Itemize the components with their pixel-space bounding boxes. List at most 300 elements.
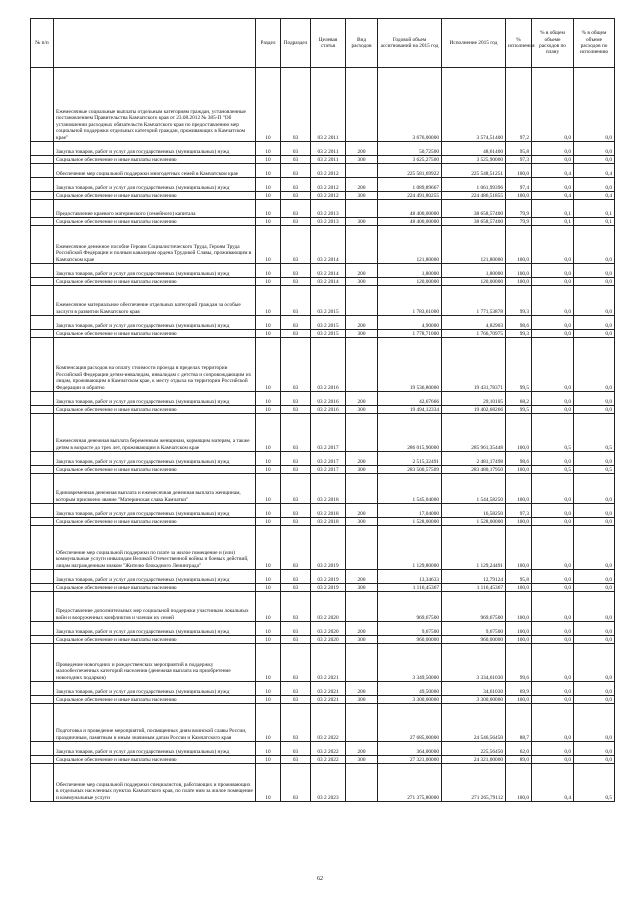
- cell-desc: Закупка товаров, работ и услуг для государственных (муниципальных) нужд: [54, 178, 256, 192]
- cell-share-plan: 0,0: [532, 338, 574, 392]
- cell-podrazdel: 03: [281, 756, 311, 764]
- cell-num: [31, 278, 54, 286]
- cell-vr: [346, 200, 378, 218]
- cell-fact: 19 402,68266: [442, 406, 506, 414]
- table-row: [31, 622, 615, 636]
- header-pct: % исполнения: [506, 19, 532, 68]
- cell-num: [31, 286, 54, 316]
- header-desc: [54, 19, 256, 68]
- cell-share-plan: 0,0: [532, 68, 574, 142]
- cell-fact: 960,00000: [442, 636, 506, 644]
- cell-csr: 03 2 2023: [311, 764, 346, 802]
- page-number: 62: [317, 876, 323, 882]
- cell-fact: 19 431,78371: [442, 338, 506, 392]
- cell-podrazdel: 03: [281, 742, 311, 756]
- cell-plan: 1 528,00000: [378, 518, 442, 526]
- cell-pct: 79,9: [506, 218, 532, 226]
- cell-share-fact: 0,0: [574, 392, 615, 406]
- cell-csr: 03 2 2012: [311, 178, 346, 192]
- cell-podrazdel: 03: [281, 474, 311, 504]
- cell-csr: 03 2 2022: [311, 742, 346, 756]
- cell-fact: 1 766,70975: [442, 330, 506, 338]
- cell-razdel: 10: [256, 286, 281, 316]
- cell-podrazdel: 03: [281, 226, 311, 264]
- table-row: [31, 192, 615, 200]
- cell-plan: 224 491,80255: [378, 192, 442, 200]
- cell-pct: 100,0: [506, 414, 532, 452]
- cell-fact: 1 129,24491: [442, 526, 506, 570]
- cell-pct: 100,0: [506, 164, 532, 178]
- cell-share-plan: 0,0: [532, 526, 574, 570]
- cell-num: [31, 526, 54, 570]
- cell-plan: 364,00000: [378, 742, 442, 756]
- cell-vr: 300: [346, 696, 378, 704]
- document-page: [30, 18, 614, 802]
- cell-vr: [346, 592, 378, 622]
- cell-pct: 99,5: [506, 406, 532, 414]
- cell-csr: 03 2 2022: [311, 704, 346, 742]
- cell-vr: 200: [346, 392, 378, 406]
- cell-pct: 100,0: [506, 696, 532, 704]
- cell-desc: Закупка товаров, работ и услуг для государственных (муниципальных) нужд: [54, 622, 256, 636]
- cell-plan: 49,50000: [378, 682, 442, 696]
- cell-csr: 03 2 2017: [311, 414, 346, 452]
- cell-fact: 969,67500: [442, 592, 506, 622]
- table-row: [31, 338, 615, 392]
- table-row: [31, 504, 615, 518]
- header-share-plan: % в общем объеме расходов по плану: [532, 19, 574, 68]
- cell-razdel: 10: [256, 764, 281, 802]
- cell-pct: 97,2: [506, 68, 532, 142]
- cell-plan: 1,80000: [378, 264, 442, 278]
- cell-razdel: 10: [256, 406, 281, 414]
- cell-num: [31, 584, 54, 592]
- cell-share-fact: 0,0: [574, 264, 615, 278]
- cell-fact: 24 321,00000: [442, 756, 506, 764]
- cell-csr: 03 2 2021: [311, 682, 346, 696]
- cell-pct: 100,0: [506, 592, 532, 622]
- cell-razdel: 10: [256, 226, 281, 264]
- cell-pct: 98,6: [506, 316, 532, 330]
- cell-vr: 300: [346, 218, 378, 226]
- header-share-fact: % в общем объеме расходов по исполнению: [574, 19, 615, 68]
- cell-desc: Предоставление краевого материнского (семейного) капитала: [54, 200, 256, 218]
- cell-share-fact: 0,5: [574, 414, 615, 452]
- cell-pct: 98,6: [506, 452, 532, 466]
- cell-csr: 03 2 2020: [311, 622, 346, 636]
- cell-vr: [346, 164, 378, 178]
- cell-pct: 100,0: [506, 622, 532, 636]
- cell-num: [31, 704, 54, 742]
- cell-share-fact: 0,0: [574, 286, 615, 316]
- cell-csr: 03 2 2014: [311, 278, 346, 286]
- cell-fact: 3 334,61030: [442, 644, 506, 682]
- cell-share-fact: 0,4: [574, 192, 615, 200]
- cell-num: [31, 474, 54, 504]
- budget-table: [30, 18, 615, 802]
- cell-podrazdel: 03: [281, 392, 311, 406]
- cell-num: [31, 518, 54, 526]
- cell-share-plan: 0,0: [532, 504, 574, 518]
- cell-share-plan: 0,1: [532, 218, 574, 226]
- table-body: [31, 68, 615, 802]
- cell-num: [31, 392, 54, 406]
- cell-share-fact: 0,0: [574, 644, 615, 682]
- table-row: [31, 466, 615, 474]
- table-row: [31, 264, 615, 278]
- cell-razdel: 10: [256, 742, 281, 756]
- cell-share-fact: 0,0: [574, 156, 615, 164]
- cell-podrazdel: 03: [281, 330, 311, 338]
- cell-share-fact: 0,0: [574, 518, 615, 526]
- table-row: [31, 584, 615, 592]
- cell-razdel: 10: [256, 518, 281, 526]
- cell-desc: Социальное обеспечение и иные выплаты населению: [54, 406, 256, 414]
- cell-pct: 100,0: [506, 226, 532, 264]
- cell-csr: 03 2 2012: [311, 164, 346, 178]
- cell-share-plan: 0,0: [532, 406, 574, 414]
- cell-vr: 300: [346, 406, 378, 414]
- cell-pct: 97,3: [506, 156, 532, 164]
- cell-pct: 100,0: [506, 518, 532, 526]
- cell-share-fact: 0,0: [574, 68, 615, 142]
- cell-desc: Ежемесячное денежное пособие Героям Социалистического Труда, Героям Труда Российской Федерации и полным кавалерам ордена Трудовой Славы, проживающим в Камчатском крае: [54, 226, 256, 264]
- cell-share-fact: 0,0: [574, 504, 615, 518]
- cell-csr: 03 2 2011: [311, 156, 346, 164]
- cell-csr: 03 2 2019: [311, 584, 346, 592]
- cell-razdel: 10: [256, 68, 281, 142]
- cell-vr: [346, 414, 378, 452]
- cell-vr: 300: [346, 466, 378, 474]
- table-row: [31, 452, 615, 466]
- cell-csr: 03 2 2014: [311, 264, 346, 278]
- cell-desc: Социальное обеспечение и иные выплаты населению: [54, 756, 256, 764]
- cell-csr: 03 2 2017: [311, 466, 346, 474]
- cell-plan: 225 581,69922: [378, 164, 442, 178]
- cell-vr: 300: [346, 636, 378, 644]
- cell-pct: 100,0: [506, 264, 532, 278]
- cell-share-fact: 0,0: [574, 526, 615, 570]
- cell-podrazdel: 03: [281, 764, 311, 802]
- cell-plan: 283 500,57509: [378, 466, 442, 474]
- cell-share-fact: 0,0: [574, 406, 615, 414]
- cell-plan: 960,00000: [378, 636, 442, 644]
- cell-vr: 200: [346, 622, 378, 636]
- cell-plan: 19 536,80000: [378, 338, 442, 392]
- cell-csr: 03 2 2014: [311, 226, 346, 264]
- cell-csr: 03 2 2019: [311, 526, 346, 570]
- cell-razdel: 10: [256, 474, 281, 504]
- cell-razdel: 10: [256, 316, 281, 330]
- cell-pct: 95,8: [506, 570, 532, 584]
- cell-razdel: 10: [256, 164, 281, 178]
- cell-share-plan: 0,4: [532, 192, 574, 200]
- cell-vr: 300: [346, 584, 378, 592]
- cell-share-plan: 0,0: [532, 584, 574, 592]
- cell-share-fact: 0,0: [574, 584, 615, 592]
- cell-vr: [346, 644, 378, 682]
- cell-pct: 100,0: [506, 466, 532, 474]
- cell-share-plan: 0,0: [532, 286, 574, 316]
- cell-vr: [346, 226, 378, 264]
- cell-fact: 225 548,51251: [442, 164, 506, 178]
- cell-plan: 1 545,04000: [378, 474, 442, 504]
- cell-pct: 100,0: [506, 526, 532, 570]
- cell-share-plan: 0,0: [532, 316, 574, 330]
- cell-desc: Единовременная денежная выплата и ежемесячная денежная выплата женщинам, которым присвоено звание "Материнская слава Камчатки": [54, 474, 256, 504]
- cell-pct: 100,0: [506, 474, 532, 504]
- cell-podrazdel: 03: [281, 278, 311, 286]
- cell-pct: 100,0: [506, 636, 532, 644]
- cell-podrazdel: 03: [281, 218, 311, 226]
- cell-podrazdel: 03: [281, 200, 311, 218]
- cell-podrazdel: 03: [281, 644, 311, 682]
- cell-fact: 16,58250: [442, 504, 506, 518]
- cell-fact: 9,67500: [442, 622, 506, 636]
- cell-podrazdel: 03: [281, 518, 311, 526]
- cell-plan: 271 375,80000: [378, 764, 442, 802]
- cell-csr: 03 2 2016: [311, 392, 346, 406]
- cell-csr: 03 2 2022: [311, 756, 346, 764]
- table-row: [31, 226, 615, 264]
- cell-share-plan: 0,0: [532, 570, 574, 584]
- header-plan: Годовой объем ассигнований на 2015 год: [378, 19, 442, 68]
- cell-podrazdel: 03: [281, 696, 311, 704]
- cell-podrazdel: 03: [281, 584, 311, 592]
- cell-csr: 03 2 2011: [311, 68, 346, 142]
- cell-vr: [346, 474, 378, 504]
- cell-pct: 95,8: [506, 142, 532, 156]
- cell-desc: Закупка товаров, работ и услуг для государственных (муниципальных) нужд: [54, 316, 256, 330]
- cell-csr: 03 2 2016: [311, 406, 346, 414]
- cell-fact: 1 771,53878: [442, 286, 506, 316]
- cell-share-fact: 0,4: [574, 164, 615, 178]
- cell-desc: Социальное обеспечение и иные выплаты населению: [54, 584, 256, 592]
- cell-share-plan: 0,5: [532, 466, 574, 474]
- cell-podrazdel: 03: [281, 178, 311, 192]
- cell-share-fact: 0,1: [574, 218, 615, 226]
- cell-fact: 38 658,57400: [442, 200, 506, 218]
- cell-vr: 300: [346, 330, 378, 338]
- cell-share-fact: 0,0: [574, 636, 615, 644]
- cell-podrazdel: 03: [281, 636, 311, 644]
- cell-share-fact: 0,0: [574, 682, 615, 696]
- table-row: [31, 742, 615, 756]
- cell-plan: 27 321,00000: [378, 756, 442, 764]
- cell-num: [31, 68, 54, 142]
- cell-fact: 1 528,00000: [442, 518, 506, 526]
- header-num: № п/п: [31, 19, 54, 68]
- cell-podrazdel: 03: [281, 504, 311, 518]
- cell-pct: 69,9: [506, 682, 532, 696]
- cell-num: [31, 406, 54, 414]
- cell-csr: 03 2 2013: [311, 218, 346, 226]
- cell-num: [31, 452, 54, 466]
- cell-share-fact: 0,0: [574, 570, 615, 584]
- header-vr: Вид расходов: [346, 19, 378, 68]
- cell-razdel: 10: [256, 200, 281, 218]
- cell-fact: 120,00000: [442, 278, 506, 286]
- cell-plan: 19 494,12334: [378, 406, 442, 414]
- cell-desc: Предоставление дополнительных мер социальной поддержки участникам локальных войн и вооруженных конфликтов и членам их семей: [54, 592, 256, 622]
- cell-fact: 34,61030: [442, 682, 506, 696]
- cell-podrazdel: 03: [281, 142, 311, 156]
- cell-plan: 42,67666: [378, 392, 442, 406]
- cell-num: [31, 264, 54, 278]
- cell-plan: 1 129,80000: [378, 526, 442, 570]
- cell-desc: Обеспечение мер социальной поддержки специалистов, работающих и проживающих в отдельных населенных пунктах Камчатского края, по плате ним за жилое помещение и коммунальные услуги: [54, 764, 256, 802]
- cell-desc: Закупка товаров, работ и услуг для государственных (муниципальных) нужд: [54, 682, 256, 696]
- cell-share-plan: 0,0: [532, 644, 574, 682]
- cell-csr: 03 2 2012: [311, 192, 346, 200]
- cell-csr: 03 2 2020: [311, 592, 346, 622]
- cell-num: [31, 696, 54, 704]
- table-header-row: [31, 19, 615, 68]
- cell-share-plan: 0,0: [532, 452, 574, 466]
- cell-fact: 3 525,90000: [442, 156, 506, 164]
- cell-razdel: 10: [256, 156, 281, 164]
- cell-razdel: 10: [256, 218, 281, 226]
- cell-fact: 2 481,17498: [442, 452, 506, 466]
- cell-num: [31, 218, 54, 226]
- cell-share-plan: 0,0: [532, 264, 574, 278]
- cell-share-fact: 0,5: [574, 764, 615, 802]
- cell-desc: Закупка товаров, работ и услуг для государственных (муниципальных) нужд: [54, 392, 256, 406]
- cell-pct: 62,0: [506, 742, 532, 756]
- cell-plan: 27 685,00000: [378, 704, 442, 742]
- cell-desc: Обеспечение мер социальной поддержки по плате за жилое помещение и (или) коммунальные услуги инвалидам Великой Отечественной войны и боевых действий, лицам награжденным знаком "Жителю блокадного Ленинграда": [54, 526, 256, 570]
- cell-pct: 68,2: [506, 392, 532, 406]
- cell-razdel: 10: [256, 192, 281, 200]
- cell-csr: 03 2 2015: [311, 330, 346, 338]
- cell-share-plan: 0,0: [532, 682, 574, 696]
- table-row: [31, 142, 615, 156]
- cell-plan: 121,80000: [378, 226, 442, 264]
- cell-share-fact: 0,0: [574, 696, 615, 704]
- cell-razdel: 10: [256, 330, 281, 338]
- cell-share-plan: 0,0: [532, 226, 574, 264]
- cell-share-fact: 0,0: [574, 178, 615, 192]
- cell-csr: 03 2 2018: [311, 474, 346, 504]
- cell-pct: 97,4: [506, 178, 532, 192]
- cell-csr: 03 2 2018: [311, 504, 346, 518]
- cell-vr: 300: [346, 192, 378, 200]
- cell-share-plan: 0,4: [532, 164, 574, 178]
- cell-desc: Обеспечение мер социальной поддержки многодетных семей в Камчатском крае: [54, 164, 256, 178]
- cell-csr: 03 2 2017: [311, 452, 346, 466]
- cell-podrazdel: 03: [281, 526, 311, 570]
- cell-plan: 286 015,90000: [378, 414, 442, 452]
- cell-num: [31, 592, 54, 622]
- cell-share-fact: 0,0: [574, 316, 615, 330]
- table-row: [31, 316, 615, 330]
- cell-plan: 1 778,71000: [378, 330, 442, 338]
- cell-vr: 200: [346, 142, 378, 156]
- cell-razdel: 10: [256, 644, 281, 682]
- cell-num: [31, 756, 54, 764]
- cell-num: [31, 570, 54, 584]
- cell-desc: Социальное обеспечение и иные выплаты населению: [54, 696, 256, 704]
- cell-plan: 3 625,27500: [378, 156, 442, 164]
- cell-share-plan: 0,0: [532, 742, 574, 756]
- cell-plan: 3 676,00000: [378, 68, 442, 142]
- cell-vr: [346, 764, 378, 802]
- cell-plan: 3 349,50000: [378, 644, 442, 682]
- cell-vr: 200: [346, 452, 378, 466]
- cell-share-plan: 0,0: [532, 392, 574, 406]
- cell-plan: 4,90000: [378, 316, 442, 330]
- cell-pct: 100,0: [506, 192, 532, 200]
- cell-plan: 1 089,89667: [378, 178, 442, 192]
- cell-share-plan: 0,4: [532, 764, 574, 802]
- cell-num: [31, 200, 54, 218]
- cell-share-plan: 0,0: [532, 330, 574, 338]
- cell-pct: 99,3: [506, 330, 532, 338]
- table-row: [31, 156, 615, 164]
- cell-csr: 03 2 2019: [311, 570, 346, 584]
- cell-csr: 03 2 2011: [311, 142, 346, 156]
- cell-vr: 200: [346, 682, 378, 696]
- cell-share-fact: 0,0: [574, 338, 615, 392]
- cell-share-fact: 0,0: [574, 592, 615, 622]
- cell-fact: 225,56450: [442, 742, 506, 756]
- cell-csr: 03 2 2018: [311, 518, 346, 526]
- cell-podrazdel: 03: [281, 156, 311, 164]
- header-razdel: Раздел: [256, 19, 281, 68]
- table-row: [31, 526, 615, 570]
- cell-pct: 99,6: [506, 644, 532, 682]
- cell-vr: 300: [346, 278, 378, 286]
- cell-csr: 03 2 2021: [311, 644, 346, 682]
- cell-share-fact: 0,0: [574, 142, 615, 156]
- cell-csr: 03 2 2021: [311, 696, 346, 704]
- cell-share-plan: 0,0: [532, 592, 574, 622]
- cell-razdel: 10: [256, 466, 281, 474]
- cell-fact: 4,82903: [442, 316, 506, 330]
- cell-share-fact: 0,5: [574, 466, 615, 474]
- cell-razdel: 10: [256, 526, 281, 570]
- cell-plan: 13,34633: [378, 570, 442, 584]
- cell-desc: Проведение новогодних и рождественских мероприятий в поддержку малообеспеченных категорий населения (денежная выплата на приобретение новогодних подарков): [54, 644, 256, 682]
- cell-num: [31, 622, 54, 636]
- cell-vr: [346, 704, 378, 742]
- cell-num: [31, 178, 54, 192]
- cell-vr: 300: [346, 156, 378, 164]
- cell-vr: [346, 526, 378, 570]
- cell-fact: 29,10105: [442, 392, 506, 406]
- cell-plan: 48 400,00000: [378, 200, 442, 218]
- cell-fact: 38 658,57400: [442, 218, 506, 226]
- cell-share-plan: 0,0: [532, 178, 574, 192]
- cell-pct: 79,9: [506, 200, 532, 218]
- cell-desc: Социальное обеспечение и иные выплаты населению: [54, 636, 256, 644]
- cell-desc: Социальное обеспечение и иные выплаты населению: [54, 156, 256, 164]
- cell-desc: Ежемесячные социальные выплаты отдельным категориям граждан, установленные постановлением Правительства Камчатского края от 23.08.2012 № 385-П "Об установлении расходных обязательств Камчатского края по предоставлению мер социальной поддержки отдельных категорий граждан, проживающих в Камчатском крае": [54, 68, 256, 142]
- cell-pct: 99,3: [506, 286, 532, 316]
- cell-desc: Ежемесячная денежная выплата беременным женщинам, кормящим матерям, а также детям в возрасте до трех лет, проживающим в Камчатском крае: [54, 414, 256, 452]
- cell-pct: 100,0: [506, 278, 532, 286]
- cell-podrazdel: 03: [281, 316, 311, 330]
- cell-razdel: 10: [256, 392, 281, 406]
- cell-razdel: 10: [256, 178, 281, 192]
- cell-podrazdel: 03: [281, 570, 311, 584]
- table-row: [31, 644, 615, 682]
- cell-share-plan: 0,0: [532, 622, 574, 636]
- table-row: [31, 414, 615, 452]
- table-row: [31, 696, 615, 704]
- cell-podrazdel: 03: [281, 264, 311, 278]
- cell-num: [31, 316, 54, 330]
